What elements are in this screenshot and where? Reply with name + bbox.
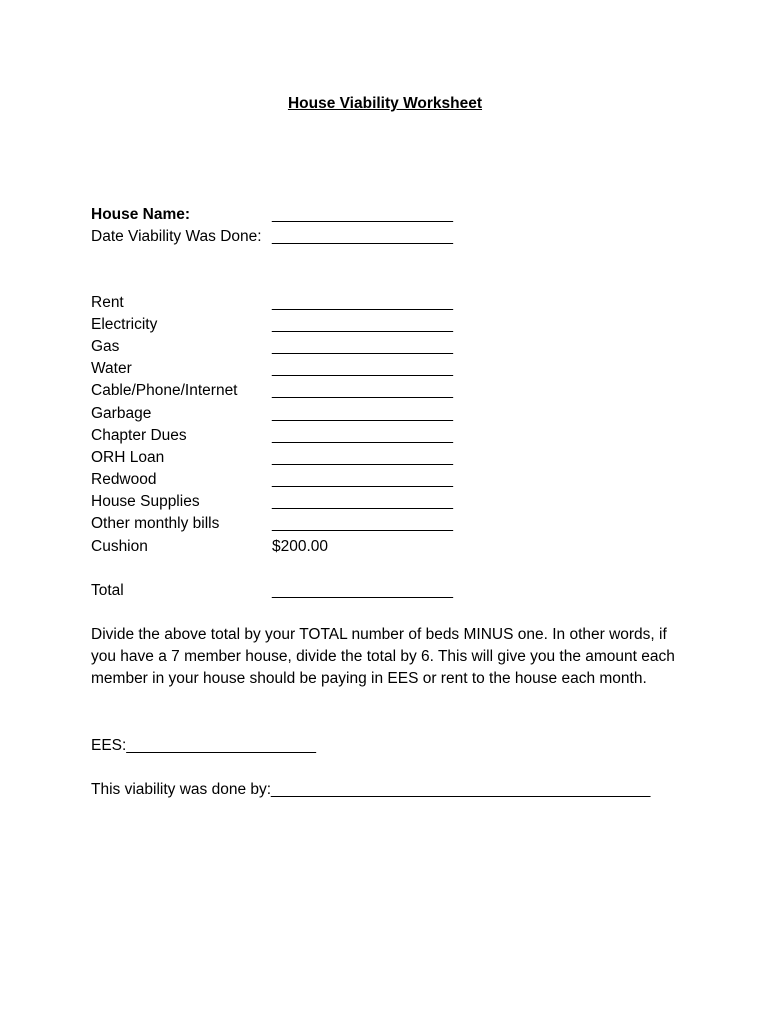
expense-label: Other monthly bills bbox=[91, 515, 220, 532]
expense-label: Chapter Dues bbox=[91, 427, 187, 444]
expense-label: House Supplies bbox=[91, 493, 200, 510]
total-label: Total bbox=[91, 582, 124, 599]
expense-field[interactable]: _____________________ bbox=[272, 493, 454, 510]
expense-field[interactable]: _____________________ bbox=[272, 515, 454, 532]
ees-line[interactable]: EES:______________________ bbox=[91, 737, 316, 754]
expense-field[interactable]: _____________________ bbox=[272, 405, 454, 422]
expense-label: Cable/Phone/Internet bbox=[91, 382, 238, 399]
expense-label: Redwood bbox=[91, 471, 157, 488]
instructions-paragraph: Divide the above total by your TOTAL number of beds MINUS one. In other words, if you have a 7 member house, divide the total by 6. This will give you the amount each member in your house should be paying in EES or rent to the house each month. bbox=[91, 626, 675, 687]
page-title: House Viability Worksheet bbox=[287, 95, 483, 112]
expense-label: Electricity bbox=[91, 316, 158, 333]
expense-field[interactable]: _____________________ bbox=[272, 471, 454, 488]
expense-label: Garbage bbox=[91, 405, 152, 422]
date-viability-field[interactable]: _____________________ bbox=[272, 228, 454, 245]
expense-field[interactable]: _____________________ bbox=[272, 316, 454, 333]
expense-field[interactable]: _____________________ bbox=[272, 449, 454, 466]
house-name-field[interactable]: _____________________ bbox=[272, 206, 454, 223]
expense-label: Water bbox=[91, 360, 132, 377]
house-name-label: House Name: bbox=[91, 206, 191, 223]
expense-field[interactable]: _____________________ bbox=[272, 382, 454, 399]
expense-label: ORH Loan bbox=[91, 449, 165, 466]
expense-label: Cushion bbox=[91, 538, 148, 555]
expense-field[interactable]: _____________________ bbox=[272, 360, 454, 377]
total-field[interactable]: _____________________ bbox=[272, 582, 454, 599]
expense-field[interactable]: _____________________ bbox=[272, 427, 454, 444]
expense-label: Rent bbox=[91, 294, 124, 311]
expense-label: Gas bbox=[91, 338, 120, 355]
expense-field[interactable]: _____________________ bbox=[272, 338, 454, 355]
expense-field[interactable]: _____________________ bbox=[272, 294, 454, 311]
done-by-line[interactable]: This viability was done by:____________________________________________ bbox=[91, 781, 651, 798]
date-viability-label: Date Viability Was Done: bbox=[91, 228, 262, 245]
cushion-value: $200.00 bbox=[272, 538, 329, 555]
